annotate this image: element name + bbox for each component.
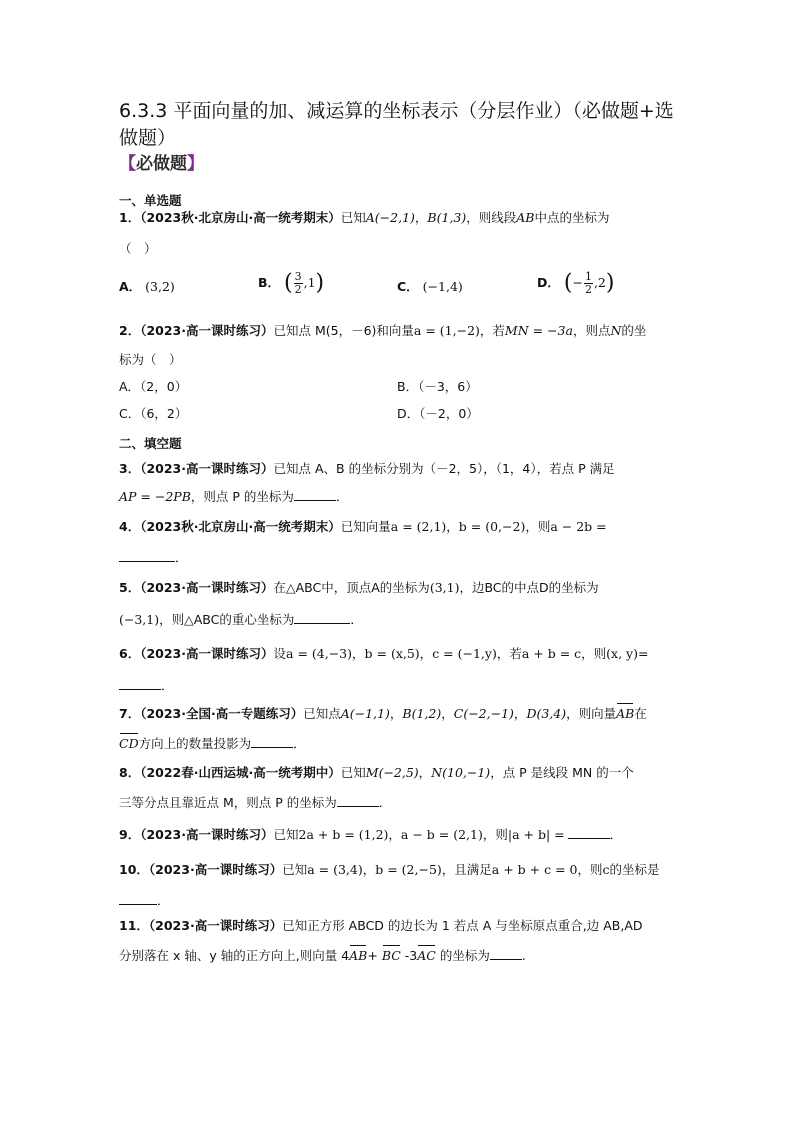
math-point: (3,1) [429, 580, 460, 595]
section-tag: 【必做题】 [119, 154, 204, 174]
question-text: 在△ABC中，顶点A的坐标为 [273, 580, 430, 595]
question-text: 已知正方形 ABCD 的边长为 1 若点 A 与坐标原点重合,边 AB,AD [282, 918, 643, 933]
math-vector-expr: 2a + b = (1,2) [298, 827, 389, 842]
question-text: ，则点 P 的坐标为 [190, 489, 294, 504]
question-10-line2 [119, 891, 679, 910]
math-vector-expr: a = (3,4) [307, 862, 363, 877]
question-4-line2 [119, 548, 679, 567]
fraction-denominator: 2 [294, 283, 302, 296]
question-text: ，点 P 是线段 MN 的一个 [490, 765, 634, 780]
math-vector: c [602, 862, 610, 877]
q1-option-d[interactable]: D． (− $\frac{1}{2}$ ,2) [537, 270, 615, 296]
math-point: C(−2,−1) [453, 706, 514, 721]
question-source: （2023·全国·高一专题练习） [140, 706, 304, 721]
question-text: 已知点 A、B 的坐标分别为（－2，5），（1，4），若点 P 满足 [273, 461, 615, 476]
option-label: C． [397, 279, 419, 294]
answer-blank[interactable] [251, 734, 293, 748]
question-text: 中点的坐标为 [534, 210, 610, 225]
section-tag-label: 必做题 [136, 154, 187, 174]
option-value: (3,2) [145, 279, 175, 294]
question-text: 已知点 M(5，－6)和向量 [273, 323, 414, 338]
math-vector-expr: |a + b| = [507, 827, 565, 842]
math-vector-expr: b = (2,−5) [375, 862, 442, 877]
question-6: 6．（2023·高一课时练习）设a = (4,−3)，b = (x,5)，c = (−1,y)，若a + b = c，则(x, y)= [119, 646, 649, 661]
question-text: ，且满足 [441, 862, 492, 877]
answer-blank[interactable] [337, 793, 379, 807]
question-number: 6． [119, 646, 141, 661]
question-11-line2 [119, 946, 679, 965]
math-point: N(10,−1) [431, 765, 491, 780]
question-text: ，则 [577, 862, 603, 877]
question-7: 7．（2023·全国·高一专题练习）已知点A(−1,1)，B(1,2)，C(−2,−1)，D(3,4)，则向量AB在 [119, 706, 647, 721]
question-source: （2023秋·北京房山·高一统考期末） [140, 210, 341, 225]
question-text: 已知 [340, 765, 366, 780]
question-number: 4． [119, 519, 141, 534]
question-8: 8．（2022春·山西运城·高一统考期中）已知M(−2,5)，N(10,−1)，点 P 是线段 MN 的一个 [119, 765, 634, 780]
question-text: ，则点 [572, 323, 611, 338]
math-vector: CD [119, 736, 139, 751]
math-operator: -3 [404, 948, 418, 963]
question-text: ． [175, 550, 188, 565]
fraction-denominator: 2 [584, 283, 592, 296]
question-number: 11． [119, 918, 149, 933]
question-text: 三等分点且靠近点 M，则点 P 的坐标为 [119, 795, 337, 810]
answer-blank[interactable] [490, 946, 522, 960]
question-number: 8． [119, 765, 141, 780]
question-8-line2 [119, 793, 679, 812]
question-text: 的坐 [621, 323, 647, 338]
question-number: 3． [119, 461, 141, 476]
question-source: （2023·高一课时练习） [140, 580, 274, 595]
question-text: 已知点 [303, 706, 341, 721]
q1-option-a[interactable] [119, 278, 175, 296]
math-vector-expr: b = (0,−2) [458, 519, 526, 534]
math-vector-expr: AP = −2PB [119, 489, 191, 504]
section-single-choice: 一、单选题 [119, 193, 182, 208]
option-value: (−1,4) [422, 279, 463, 294]
question-text: 已知 [282, 862, 308, 877]
question-1: 1．（2023秋·北京房山·高一统考期末）已知A(−2,1)，B(1,3)，则线段AB中点的坐标为 [119, 210, 610, 225]
q2-option-c[interactable]: C．（6，2） [119, 406, 188, 421]
section-fill-in: 二、填空题 [119, 436, 182, 451]
question-text: 已知 [340, 210, 366, 225]
math-vector-expr: a − b = (2,1) [400, 827, 483, 842]
math-point: B(1,2) [402, 706, 442, 721]
question-9: 9．（2023·高一课时练习）已知2a + b = (1,2)，a − b = (2,1)，则|a + b| = ． [119, 827, 623, 842]
question-text: ． [609, 827, 623, 842]
fraction [584, 271, 593, 296]
question-text: ，若 [496, 646, 522, 661]
question-text: 已知向量 [340, 519, 391, 534]
question-number: 10． [119, 862, 149, 877]
question-source: （2023·高一课时练习） [148, 862, 283, 877]
answer-blank[interactable] [119, 548, 175, 562]
question-number: 1． [119, 210, 141, 225]
question-5-line2 [119, 610, 679, 629]
question-10: 10．（2023·高一课时练习）已知a = (3,4)，b = (2,−5)，且满足a + b + c = 0，则c的坐标是 [119, 862, 660, 877]
question-text: 的坐标为 [439, 948, 490, 963]
question-text: ，则线段 [466, 210, 517, 225]
answer-blank[interactable] [294, 487, 336, 501]
answer-blank[interactable] [119, 676, 161, 690]
question-4: 4．（2023秋·北京房山·高一统考期末）已知向量a = (2,1)，b = (0,−2)，则a − 2b = [119, 519, 607, 534]
question-number: 7． [119, 706, 141, 721]
question-source: （2023·高一课时练习） [140, 461, 274, 476]
math-vector-expr: a − 2b = [550, 519, 607, 534]
math-vector: AC [417, 948, 436, 963]
math-vector: AB [616, 706, 635, 721]
option-label: D． [537, 275, 560, 290]
q1-option-c[interactable] [397, 278, 463, 296]
question-text: ． [157, 893, 170, 908]
question-text: ． [161, 678, 174, 693]
answer-blank[interactable] [568, 825, 610, 839]
math-point: D(3,4) [526, 706, 567, 721]
question-text: ，则 [525, 519, 551, 534]
q1-option-b[interactable]: B． ( $\frac{3}{2}$ ,1) [258, 270, 325, 296]
math-vector-expr: MN = −3a [504, 323, 573, 338]
fraction-numerator: 3 [294, 270, 302, 283]
answer-blank[interactable] [119, 891, 157, 905]
math-vector-expr: a + b + c = 0 [491, 862, 578, 877]
question-source: （2023·高一课时练习） [140, 323, 274, 338]
question-text: 方向上的数量投影为 [138, 736, 252, 751]
question-2 [119, 322, 679, 340]
math-vector-expr: a = (2,1) [390, 519, 447, 534]
q2-option-d[interactable]: D．（－2，0） [397, 406, 479, 421]
question-source: （2023秋·北京房山·高一统考期末） [140, 519, 341, 534]
math-point-a: A(−2,1) [365, 210, 415, 225]
math-vector: AB [349, 948, 368, 963]
question-number: 5． [119, 580, 141, 595]
fraction [294, 271, 303, 296]
math-operator: + [367, 948, 378, 963]
question-text: ，则 [482, 827, 508, 842]
question-text: 设 [273, 646, 287, 661]
question-text: ，则△ABC的重心坐标为 [159, 612, 295, 627]
math-vector-expr: b = (x,5) [364, 646, 420, 661]
math-point: N [610, 323, 622, 338]
question-number: 2． [119, 323, 141, 338]
math-vector-expr: a = (4,−3) [286, 646, 352, 661]
question-source: （2023·高一课时练习） [140, 646, 274, 661]
math-vector-expr: a = (1,−2) [413, 323, 480, 338]
question-text: ． [335, 489, 349, 504]
question-text: 的坐标是 [609, 862, 660, 877]
fraction-numerator: 1 [584, 270, 592, 283]
question-text: ，若 [479, 323, 505, 338]
option-label: B． [258, 275, 281, 290]
question-text: 已知 [273, 827, 299, 842]
question-1-paren: （ ） [119, 241, 157, 256]
question-3 [119, 460, 679, 478]
q2-option-b[interactable]: B．（－3，6） [397, 379, 478, 394]
question-6-line2 [119, 676, 679, 695]
question-text: ． [350, 612, 363, 627]
question-text: . [521, 948, 526, 963]
math-point-b: B(1,3) [427, 210, 467, 225]
question-7-line2 [119, 734, 679, 753]
option-label: A． [119, 279, 142, 294]
math-point: M(−2,5) [365, 765, 419, 780]
page-title: 6.3.3 平面向量的加、减运算的坐标表示（分层作业）（必做题+选做题） [119, 100, 674, 149]
math-vector-expr: a + b = c [521, 646, 582, 661]
math-segment: AB [516, 210, 535, 225]
question-number: 9． [119, 827, 141, 842]
question-5 [119, 579, 679, 597]
q2-option-a[interactable]: A．（2，0） [119, 379, 188, 394]
question-3-line2 [119, 487, 679, 506]
answer-blank[interactable] [294, 610, 350, 624]
question-source: （2023·高一课时练习） [148, 918, 283, 933]
math-point: A(−1,1) [340, 706, 390, 721]
math-vector-expr: c = (−1,y) [432, 646, 497, 661]
question-text: ． [378, 795, 392, 810]
math-point: (−3,1) [119, 612, 160, 627]
question-source: （2023·高一课时练习） [140, 827, 274, 842]
question-text: 分别落在 x 轴、y 轴的正方向上,则向量 4 [119, 948, 350, 963]
question-2-line2: 标为（ ） [119, 352, 182, 367]
question-source: （2022春·山西运城·高一统考期中） [140, 765, 341, 780]
question-text: 在 [634, 706, 647, 721]
question-11 [119, 917, 679, 935]
question-text: ，则 [581, 646, 607, 661]
math-vector-expr: (x, y)= [606, 646, 649, 661]
question-text: ． [293, 736, 306, 751]
question-text: ，则向量 [566, 706, 617, 721]
question-text: ，边BC的中点D的坐标为 [459, 580, 599, 595]
math-vector: BC [381, 948, 401, 963]
